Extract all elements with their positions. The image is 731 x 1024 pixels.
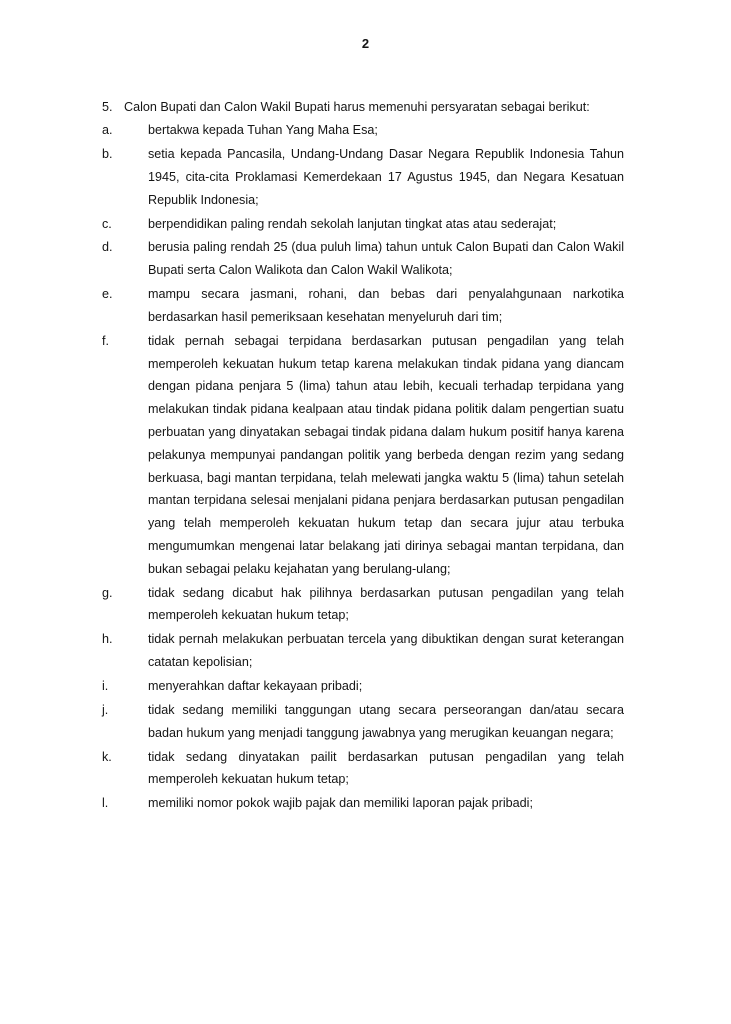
subitem-letter: e. [102, 287, 113, 302]
subitem-b [102, 143, 624, 211]
subitem-text: menyerahkan daftar kekayaan pribadi; [148, 679, 363, 694]
subitem-text: berusia paling rendah 25 (dua puluh lima) tahun untuk Calon Bupati dan Calon Wakil Bupati serta Calon Walikota dan Calon Wakil Walikota; [148, 240, 624, 278]
subitem-c [102, 213, 624, 236]
subitem-text: setia kepada Pancasila, Undang-Undang Dasar Negara Republik Indonesia Tahun 1945, cita-cita Proklamasi Kemerdekaan 17 Agustus 1945, dan Negara Kesatuan Republik Indonesia; [148, 147, 624, 207]
subitem-letter: g. [102, 585, 113, 600]
subitem-d [102, 236, 624, 282]
subitem-h [102, 628, 624, 674]
subitem-i [102, 675, 624, 698]
subitem-letter: c. [102, 216, 112, 231]
subitem-j [102, 699, 624, 745]
subitem-text: memiliki nomor pokok wajib pajak dan memiliki laporan pajak pribadi; [148, 796, 533, 811]
item-number: 5. [102, 100, 113, 114]
subitem-k [102, 746, 624, 792]
subitem-letter: b. [102, 147, 113, 162]
item-intro-text: Calon Bupati dan Calon Wakil Bupati harus memenuhi persyaratan sebagai berikut: [124, 100, 590, 114]
subitem-text: berpendidikan paling rendah sekolah lanjutan tingkat atas atau sederajat; [148, 216, 557, 231]
subitem-letter: d. [102, 240, 113, 255]
subitem-text: tidak sedang dinyatakan pailit berdasarkan putusan pengadilan yang telah memperoleh kekuatan hukum tetap; [148, 749, 624, 787]
requirement-item-5 [102, 96, 624, 816]
subitem-text: tidak sedang dicabut hak pilihnya berdasarkan putusan pengadilan yang telah memperoleh kekuatan hukum tetap; [148, 585, 624, 623]
subitem-letter: k. [102, 749, 112, 764]
page-number: 2 [361, 36, 370, 51]
subitem-letter: l. [102, 796, 109, 811]
requirement-sublist [102, 119, 624, 815]
subitem-text: tidak sedang memiliki tanggungan utang secara perseorangan dan/atau secara badan hukum yang menjadi tanggung jawabnya yang merugikan keuangan negara; [148, 702, 624, 740]
subitem-text: tidak pernah melakukan perbuatan tercela yang dibuktikan dengan surat keterangan catatan kepolisian; [148, 632, 624, 670]
subitem-letter: f. [102, 333, 109, 348]
subitem-text: mampu secara jasmani, rohani, dan bebas dari penyalahgunaan narkotika berdasarkan hasil pemeriksaan kesehatan menyeluruh dari tim; [148, 287, 624, 324]
subitem-a [102, 119, 624, 142]
subitem-text: tidak pernah sebagai terpidana berdasarkan putusan pengadilan yang telah memperoleh kekuatan hukum tetap karena melakukan tindak pidana yang diancam dengan pidana penjara 5 (lima) tahun atau lebih, kecuali terhadap terpidana yang melakukan tindak pidana kealpaan atau tindak pidana politik dalam pengertian suatu perbuatan yang dinyatakan sebagai tindak pidana dalam hukum positif hanya karena pelakunya mempunyai pandangan politik yang berbeda dengan rezim yang sedang berkuasa, bagi mantan terpidana, telah melewati jangka waktu 5 (lima) tahun setelah mantan terpidana selesai menjalani pidana penjara berdasarkan putusan pengadilan yang telah memperoleh kekuatan hukum tetap dan secara jujur atau terbuka mengumumkan mengenai latar belakang jati dirinya sebagai mantan terpidana, dan bukan sebagai pelaku kejahatan yang berulang-ulang; [148, 333, 624, 576]
subitem-e [102, 283, 624, 329]
subitem-l [102, 792, 624, 815]
subitem-letter: h. [102, 632, 113, 647]
subitem-letter: a. [102, 123, 113, 138]
subitem-g [102, 582, 624, 628]
subitem-letter: j. [102, 702, 109, 717]
subitem-letter: i. [102, 679, 109, 694]
subitem-text: bertakwa kepada Tuhan Yang Maha Esa; [148, 123, 378, 138]
subitem-f [102, 330, 624, 581]
